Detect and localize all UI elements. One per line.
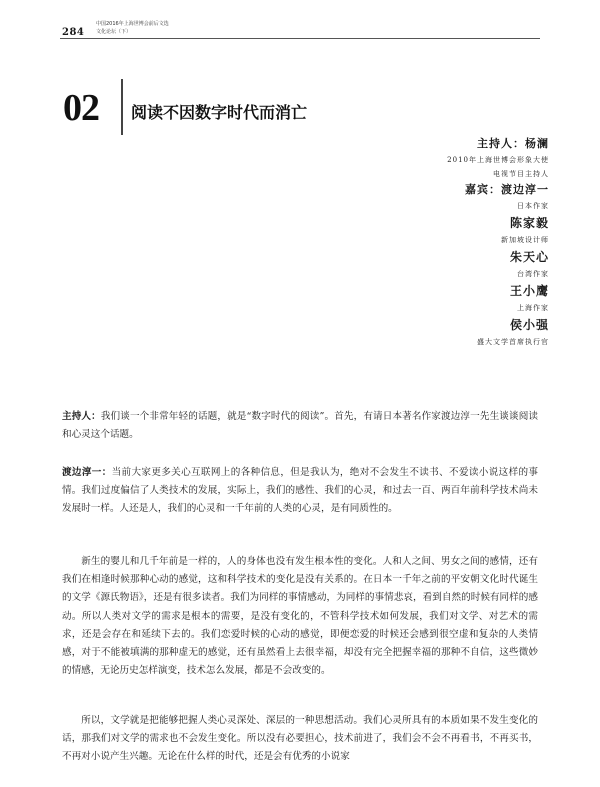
- roster-role: 上海作家: [517, 304, 549, 312]
- roster-guests: 嘉宾：渡边淳一: [465, 183, 549, 196]
- roster-guest-name: 王小鹰: [509, 284, 549, 298]
- paragraph-text: 我们谈一个非常年轻的话题，就是“数字时代的阅读”。首先，有请日本著名作家渡边淳一先生谈谈阅读和心灵这个话题。: [62, 411, 538, 441]
- header-rule: [60, 38, 540, 39]
- section-divider: [121, 79, 123, 135]
- paragraph-body: 所以，文学就是把能够把握人类心灵深处、深层的一种思想活动。我们心灵所具有的本质如果不发生变化的话，那我们对文学的需求也不会发生变化。所以没有必要担心，技术前进了，我们会不会不再看书，不再买书，不再对小说产生兴趣。无论在什么样的时代，还是会有优秀的小说家: [62, 715, 538, 763]
- roster-role: 电视节目主持人: [493, 170, 549, 178]
- running-header-line-2: 文化论坛（下）: [96, 29, 132, 35]
- paragraph-watanabe: [62, 464, 538, 519]
- roster-role: 日本作家: [517, 202, 549, 210]
- roster-guest-name: 朱天心: [509, 250, 549, 264]
- running-header: [96, 20, 169, 36]
- speaker-label: 主持人：: [62, 411, 101, 422]
- speaker-label: 渡边淳一：: [62, 467, 112, 478]
- page-number: 284: [62, 27, 85, 38]
- paragraph-host-intro: [62, 408, 538, 444]
- roster-role: 2010年上海世博会形象大使: [447, 156, 549, 164]
- roster-guest-name: 侯小强: [509, 318, 549, 332]
- paragraph-body: 新生的婴儿和几千年前是一样的，人的身体也没有发生根本性的变化。人和人之间、男女之间的感情，还有我们在相逢时候那种心动的感觉，这和科学技术的变化是没有关系的。在日本一千年之前的平安朝文化时代诞生的文学《源氏物语》，还是有很多读者。我们为同样的事情感动，为同样的事情悲哀，看到自然的时候有同样的感动。所以人类对文学的需求是根本的需要，是没有变化的，不管科学技术如何发展，我们对文学、对艺术的需求，还是会存在和延续下去的。我们恋爱时候的心动的感觉，即便恋爱的时候还会感到很空虚和复杂的人类情感，对于不能被填满的那种虚无的感觉，还有虽然看上去很幸福，却没有完全把握幸福的那种不自信，这些微妙的情感，无论历史怎样演变，技术怎么发展，都是不会改变的。: [62, 556, 538, 677]
- roster-role: 台湾作家: [517, 270, 549, 278]
- running-header-line-1: 中国2016年上海世博会前后文选: [96, 21, 169, 27]
- roster-host: 主持人：杨澜: [477, 137, 549, 150]
- roster-guest-name: 陈家毅: [509, 216, 549, 230]
- section-title: 阅读不因数字时代而消亡: [131, 103, 308, 122]
- participant-roster: [289, 135, 549, 349]
- paragraph-text: 当前大家更多关心互联网上的各种信息，但是我认为，绝对不会发生不读书、不爱读小说这样的事情。我们过度偏信了人类技术的发展，实际上，我们的感性、我们的心灵，和过去一百、两百年前科学技术尚未发展时一样。人还是人，我们的心灵和一千年前的人类的心灵，是有同质性的。: [62, 467, 539, 515]
- section-number: 02: [63, 87, 99, 129]
- roster-role: 新加坡设计师: [501, 236, 549, 244]
- roster-role: 盛大文学首席执行官: [477, 338, 549, 346]
